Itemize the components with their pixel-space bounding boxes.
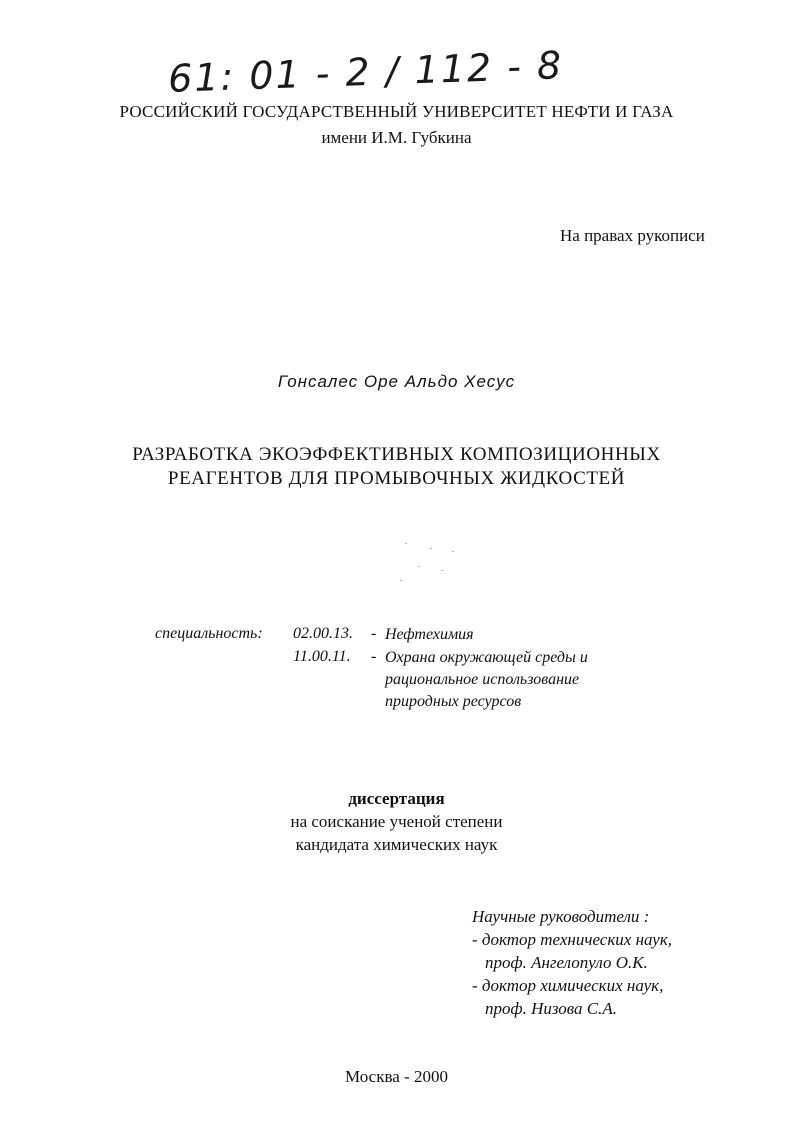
specialty-code-2: 11.00.11. bbox=[293, 648, 351, 665]
advisors-heading: Научные руководители : bbox=[472, 907, 650, 926]
scan-speck bbox=[430, 548, 432, 549]
specialty-label: специальность: bbox=[155, 625, 263, 642]
degree-line-2: кандидата химических наук bbox=[295, 835, 498, 854]
advisors-block bbox=[472, 905, 672, 1020]
dissertation-title-line-1: РАЗРАБОТКА ЭКОЭФФЕКТИВНЫХ КОМПОЗИЦИОННЫХ bbox=[132, 444, 661, 465]
advisor-2-degree: - доктор химических наук, bbox=[472, 976, 664, 995]
dissertation-title bbox=[0, 443, 793, 491]
advisor-1-degree: - доктор технических наук, bbox=[472, 930, 673, 949]
author-name: Гонсалес Оре Альдо Хесус bbox=[277, 372, 516, 391]
specialty-name-2-line-3: природных ресурсов bbox=[385, 693, 522, 710]
university-name: РОССИЙСКИЙ ГОСУДАРСТВЕННЫЙ УНИВЕРСИТЕТ НЕФТИ И ГАЗА bbox=[119, 102, 674, 121]
specialty-dash-2: - bbox=[371, 648, 377, 665]
scan-speck bbox=[452, 551, 454, 552]
dissertation-label: диссертация bbox=[348, 789, 445, 808]
manuscript-rights-note: На правах рукописи bbox=[560, 226, 705, 245]
specialty-code-1: 02.00.13. bbox=[293, 625, 353, 642]
city-year: Москва - 2000 bbox=[345, 1067, 448, 1086]
specialty-dash-1: - bbox=[371, 625, 377, 642]
scan-speck bbox=[418, 566, 420, 567]
scan-speck bbox=[400, 580, 402, 581]
university-subtitle: имени И.М. Губкина bbox=[321, 128, 472, 147]
handwritten-archive-code: 61: 01 - 2 / 112 - 8 bbox=[167, 43, 564, 101]
scan-speck bbox=[405, 543, 407, 544]
specialty-name-2-line-1: Охрана окружающей среды и bbox=[385, 649, 588, 666]
specialty-name-1: Нефтехимия bbox=[385, 626, 474, 643]
degree-line-1: на соискание ученой степени bbox=[290, 812, 503, 831]
specialty-name-2-line-2: рациональное использование bbox=[385, 671, 580, 688]
advisor-2-name: проф. Низова С.А. bbox=[485, 999, 617, 1018]
advisor-1-name: проф. Ангелопуло О.К. bbox=[485, 953, 648, 972]
dissertation-title-line-2: РЕАГЕНТОВ ДЛЯ ПРОМЫВОЧНЫХ ЖИДКОСТЕЙ bbox=[167, 468, 626, 489]
scan-speck bbox=[441, 570, 443, 571]
